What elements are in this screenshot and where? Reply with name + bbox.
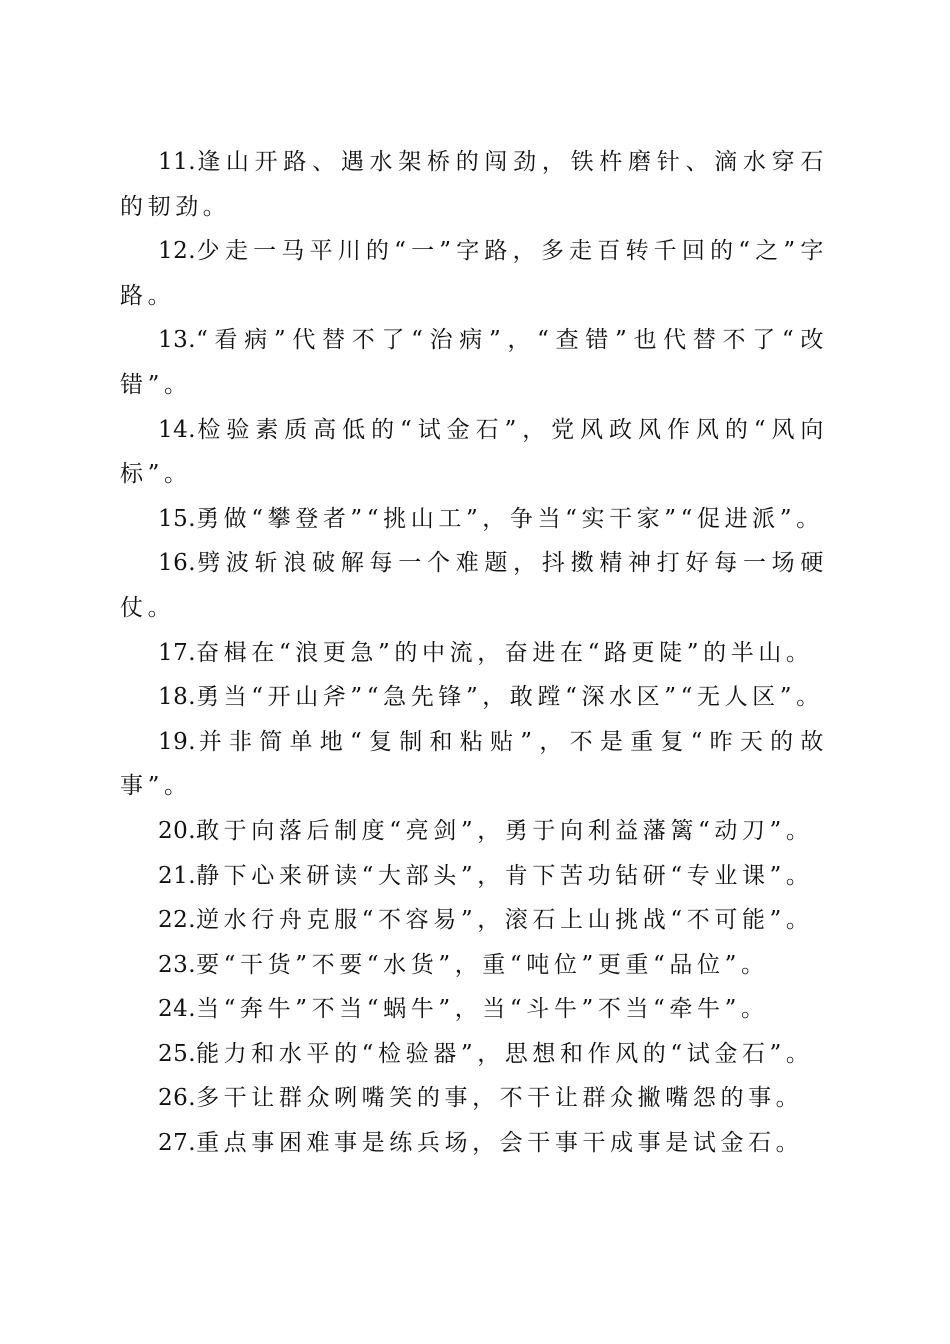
list-item: [120, 631, 828, 676]
item-text: 静下心来研读“大部头”，肯下苦功钻研“专业课”。: [196, 862, 814, 889]
item-text: 敢于向落后制度“亮剑”，勇于向利益藩篱“动刀”。: [196, 817, 814, 844]
list-item: [120, 408, 828, 497]
list-item: [120, 943, 828, 988]
item-number: 19.: [158, 728, 197, 755]
item-text: 逢山开路、遇水架桥的闯劲，铁杵磨针、滴水穿石的韧劲。: [120, 149, 828, 220]
numbered-list: [120, 140, 828, 1166]
list-item: [120, 1032, 828, 1077]
item-text: 并非简单地“复制和粘贴”，不是重复“昨天的故事”。: [120, 728, 828, 800]
list-item: [120, 1076, 828, 1121]
item-text: 要“干货”不要“水货”，重“吨位”更重“品位”。: [196, 951, 769, 978]
item-number: 22.: [158, 907, 197, 934]
item-number: 17.: [158, 639, 197, 666]
item-text: 勇当“开山斧”“急先锋”，敢蹚“深水区”“无人区”。: [196, 684, 824, 711]
item-number: 23.: [158, 951, 197, 978]
item-text: 多干让群众咧嘴笑的事，不干让群众撇嘴怨的事。: [196, 1085, 804, 1112]
item-number: 11.: [158, 149, 197, 175]
list-item: [120, 541, 828, 630]
item-text: 检验素质高低的“试金石”，党风政风作风的“风向标”。: [120, 416, 828, 488]
item-text: “看病”代替不了“治病”，“查错”也代替不了“改错”。: [120, 327, 828, 398]
list-item: [120, 675, 828, 720]
item-number: 27.: [158, 1130, 197, 1157]
list-item: [120, 1121, 828, 1166]
item-number: 14.: [158, 416, 197, 443]
list-item: [120, 854, 828, 899]
item-text: 劈波斩浪破解每一个难题，抖擞精神打好每一场硬仗。: [120, 550, 828, 621]
list-item: [120, 987, 828, 1032]
item-text: 逆水行舟克服“不容易”，滚石上山挑战“不可能”。: [196, 907, 814, 934]
item-text: 勇做“攀登者”“挑山工”，争当“实干家”“促进派”。: [196, 505, 824, 532]
item-text: 能力和水平的“检验器”，思想和作风的“试金石”。: [196, 1040, 814, 1067]
item-text: 奋楫在“浪更急”的中流，奋进在“路更陡”的半山。: [196, 639, 814, 666]
item-text: 重点事困难事是练兵场，会干事干成事是试金石。: [196, 1130, 804, 1157]
list-item: [120, 318, 828, 407]
item-text: 少走一马平川的“一”字路，多走百转千回的“之”字路。: [120, 238, 828, 309]
list-item: [120, 140, 828, 229]
list-item: [120, 898, 828, 943]
list-item: [120, 720, 828, 809]
item-number: 26.: [158, 1085, 197, 1112]
item-number: 12.: [158, 238, 197, 265]
list-item: [120, 497, 828, 542]
item-number: 18.: [158, 684, 197, 711]
item-text: 当“奔牛”不当“蜗牛”，当“斗牛”不当“牵牛”。: [196, 996, 769, 1023]
item-number: 15.: [158, 505, 197, 532]
item-number: 25.: [158, 1040, 197, 1067]
list-item: [120, 229, 828, 318]
item-number: 13.: [158, 327, 197, 354]
item-number: 20.: [158, 817, 197, 844]
item-number: 16.: [158, 550, 197, 577]
item-number: 24.: [158, 996, 197, 1023]
list-item: [120, 809, 828, 854]
item-number: 21.: [158, 862, 197, 889]
